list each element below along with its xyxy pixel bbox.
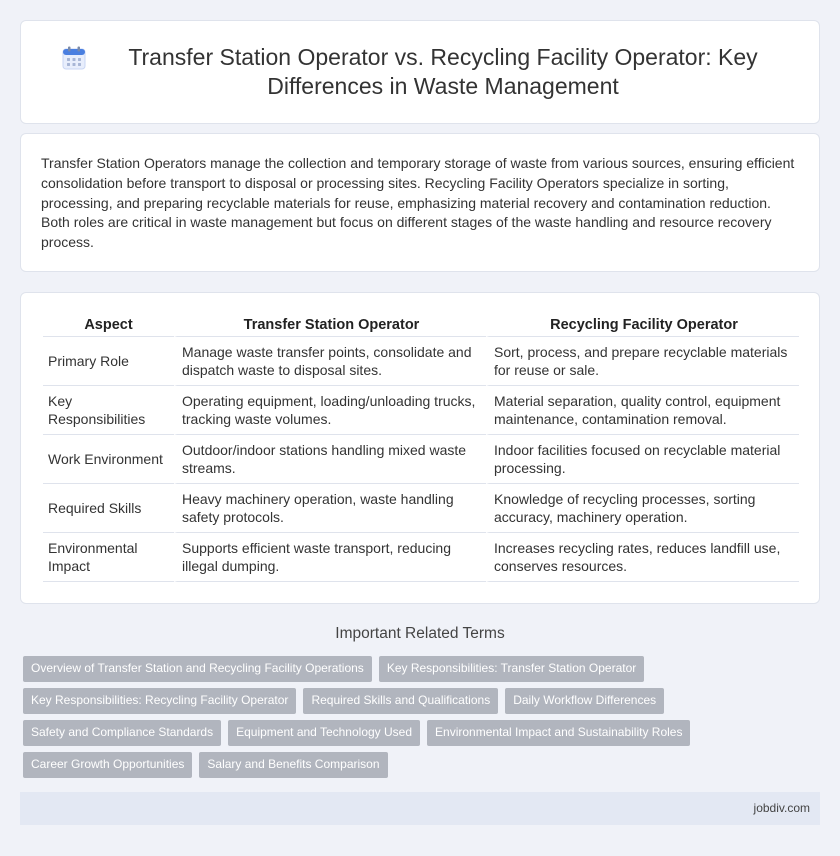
table-row bbox=[43, 386, 799, 435]
intro-card bbox=[20, 133, 820, 272]
related-term-tag[interactable]: Daily Workflow Differences bbox=[505, 688, 664, 714]
row-aspect: Work Environment bbox=[43, 435, 174, 484]
comparison-table-card bbox=[20, 292, 820, 604]
footer bbox=[20, 792, 820, 825]
related-term-tag[interactable]: Environmental Impact and Sustainability Roles bbox=[427, 720, 690, 746]
row-aspect: Primary Role bbox=[43, 337, 174, 386]
row-recycling-value: Sort, process, and prepare recyclable materials for reuse or sale. bbox=[486, 337, 799, 386]
row-transfer-value: Manage waste transfer points, consolidate and dispatch waste to disposal sites. bbox=[174, 337, 486, 386]
related-term-tag[interactable]: Career Growth Opportunities bbox=[23, 752, 192, 778]
comparison-table bbox=[43, 313, 799, 582]
table-header-row bbox=[43, 313, 799, 337]
related-term-tag[interactable]: Safety and Compliance Standards bbox=[23, 720, 221, 746]
footer-site-link[interactable]: jobdiv.com bbox=[753, 801, 810, 815]
row-aspect: Environmental Impact bbox=[43, 533, 174, 582]
related-term-tag[interactable]: Salary and Benefits Comparison bbox=[199, 752, 387, 778]
related-terms-title: Important Related Terms bbox=[335, 625, 505, 642]
related-term-tag[interactable]: Key Responsibilities: Recycling Facility Operator bbox=[23, 688, 296, 714]
header-aspect: Aspect bbox=[43, 313, 174, 337]
related-terms-list bbox=[23, 656, 803, 784]
row-recycling-value: Knowledge of recycling processes, sorting accuracy, machinery operation. bbox=[486, 484, 799, 533]
table-row bbox=[43, 435, 799, 484]
related-term-tag[interactable]: Key Responsibilities: Transfer Station Operator bbox=[379, 656, 644, 682]
table-row bbox=[43, 484, 799, 533]
row-recycling-value: Material separation, quality control, equipment maintenance, contamination removal. bbox=[486, 386, 799, 435]
row-transfer-value: Supports efficient waste transport, reducing illegal dumping. bbox=[174, 533, 486, 582]
row-aspect: Key Responsibilities bbox=[43, 386, 174, 435]
row-transfer-value: Outdoor/indoor stations handling mixed waste streams. bbox=[174, 435, 486, 484]
intro-paragraph: Transfer Station Operators manage the collection and temporary storage of waste from various sources, ensuring efficient consolidation before transport to disposal or processing sites. Recycling Facility Operators specialize in sorting, processing, and preparing recyclable materials for reuse, emphasizing material recovery and contamination reduction. Both roles are critical in waste management but focus on different stages of the waste handling and resource recovery process. bbox=[41, 155, 795, 251]
row-transfer-value: Operating equipment, loading/unloading trucks, tracking waste volumes. bbox=[174, 386, 486, 435]
header-recycling-facility: Recycling Facility Operator bbox=[486, 313, 799, 337]
row-aspect: Required Skills bbox=[43, 484, 174, 533]
row-recycling-value: Increases recycling rates, reduces landfill use, conserves resources. bbox=[486, 533, 799, 582]
row-recycling-value: Indoor facilities focused on recyclable material processing. bbox=[486, 435, 799, 484]
page-title: Transfer Station Operator vs. Recycling Facility Operator: Key Differences in Waste Management bbox=[128, 44, 758, 99]
table-row bbox=[43, 533, 799, 582]
header-card bbox=[20, 20, 820, 124]
related-term-tag[interactable]: Required Skills and Qualifications bbox=[303, 688, 498, 714]
calendar-icon bbox=[61, 45, 87, 71]
row-transfer-value: Heavy machinery operation, waste handling safety protocols. bbox=[174, 484, 486, 533]
related-term-tag[interactable]: Equipment and Technology Used bbox=[228, 720, 420, 746]
table-row bbox=[43, 337, 799, 386]
header-transfer-station: Transfer Station Operator bbox=[174, 313, 486, 337]
related-term-tag[interactable]: Overview of Transfer Station and Recycling Facility Operations bbox=[23, 656, 372, 682]
